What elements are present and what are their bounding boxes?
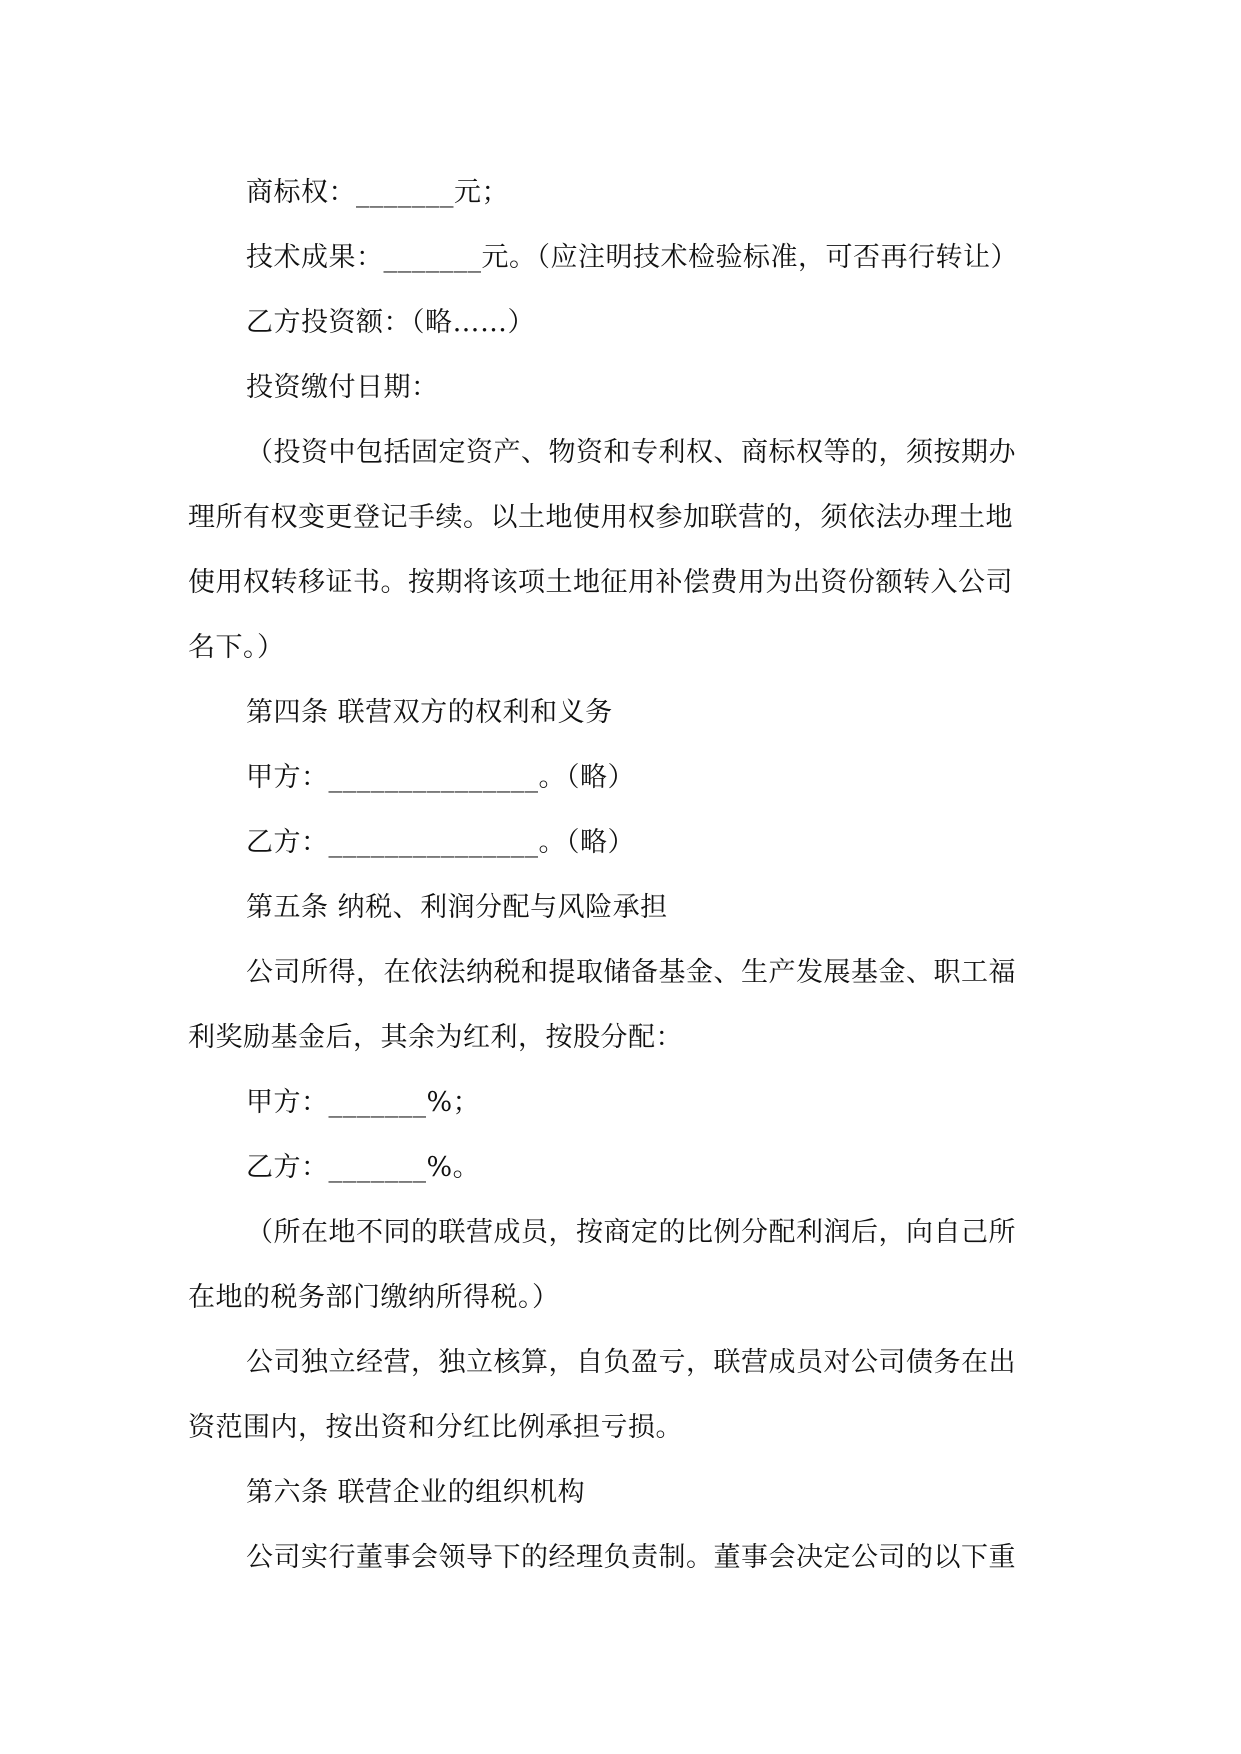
text-line: 投资缴付日期： (246, 372, 439, 403)
text-line: 乙方投资额：（略……） (246, 307, 535, 338)
section-heading: 第四条 联营双方的权利和义务 (246, 697, 613, 728)
section-heading: 第五条 纳税、利润分配与风险承担 (246, 892, 668, 923)
text-line: 理所有权变更登记手续。以土地使用权参加联营的，须依法办理土地 (188, 502, 1013, 533)
text-line: 甲方：_______________。（略） (246, 762, 635, 793)
text-line: 资范围内，按出资和分红比例承担亏损。 (188, 1412, 683, 1443)
text-line: 利奖励基金后，其余为红利，按股分配： (188, 1022, 683, 1053)
text-line: 公司实行董事会领导下的经理负责制。董事会决定公司的以下重 (246, 1542, 1016, 1573)
section-heading: 第六条 联营企业的组织机构 (246, 1477, 586, 1508)
text-line: 名下。） (188, 632, 285, 663)
text-line: 使用权转移证书。按期将该项土地征用补偿费用为出资份额转入公司 (188, 567, 1013, 598)
text-line: 公司所得，在依法纳税和提取储备基金、生产发展基金、职工福 (246, 957, 1016, 988)
text-line: （所在地不同的联营成员，按商定的比例分配利润后，向自己所 (246, 1217, 1016, 1248)
text-line: 乙方：_______________。（略） (246, 827, 635, 858)
document-body (188, 160, 1058, 1590)
text-line: 在地的税务部门缴纳所得税。） (188, 1282, 560, 1313)
text-line: 乙方：_______%。 (246, 1152, 481, 1183)
text-line: 公司独立经营，独立核算，自负盈亏，联营成员对公司债务在出 (246, 1347, 1016, 1378)
text-line: 技术成果：_______元。（应注明技术检验标准，可否再行转让） (246, 242, 1018, 273)
text-line: （投资中包括固定资产、物资和专利权、商标权等的，须按期办 (246, 437, 1016, 468)
text-line: 甲方：_______%； (246, 1087, 481, 1118)
text-line: 商标权：_______元； (246, 177, 509, 208)
